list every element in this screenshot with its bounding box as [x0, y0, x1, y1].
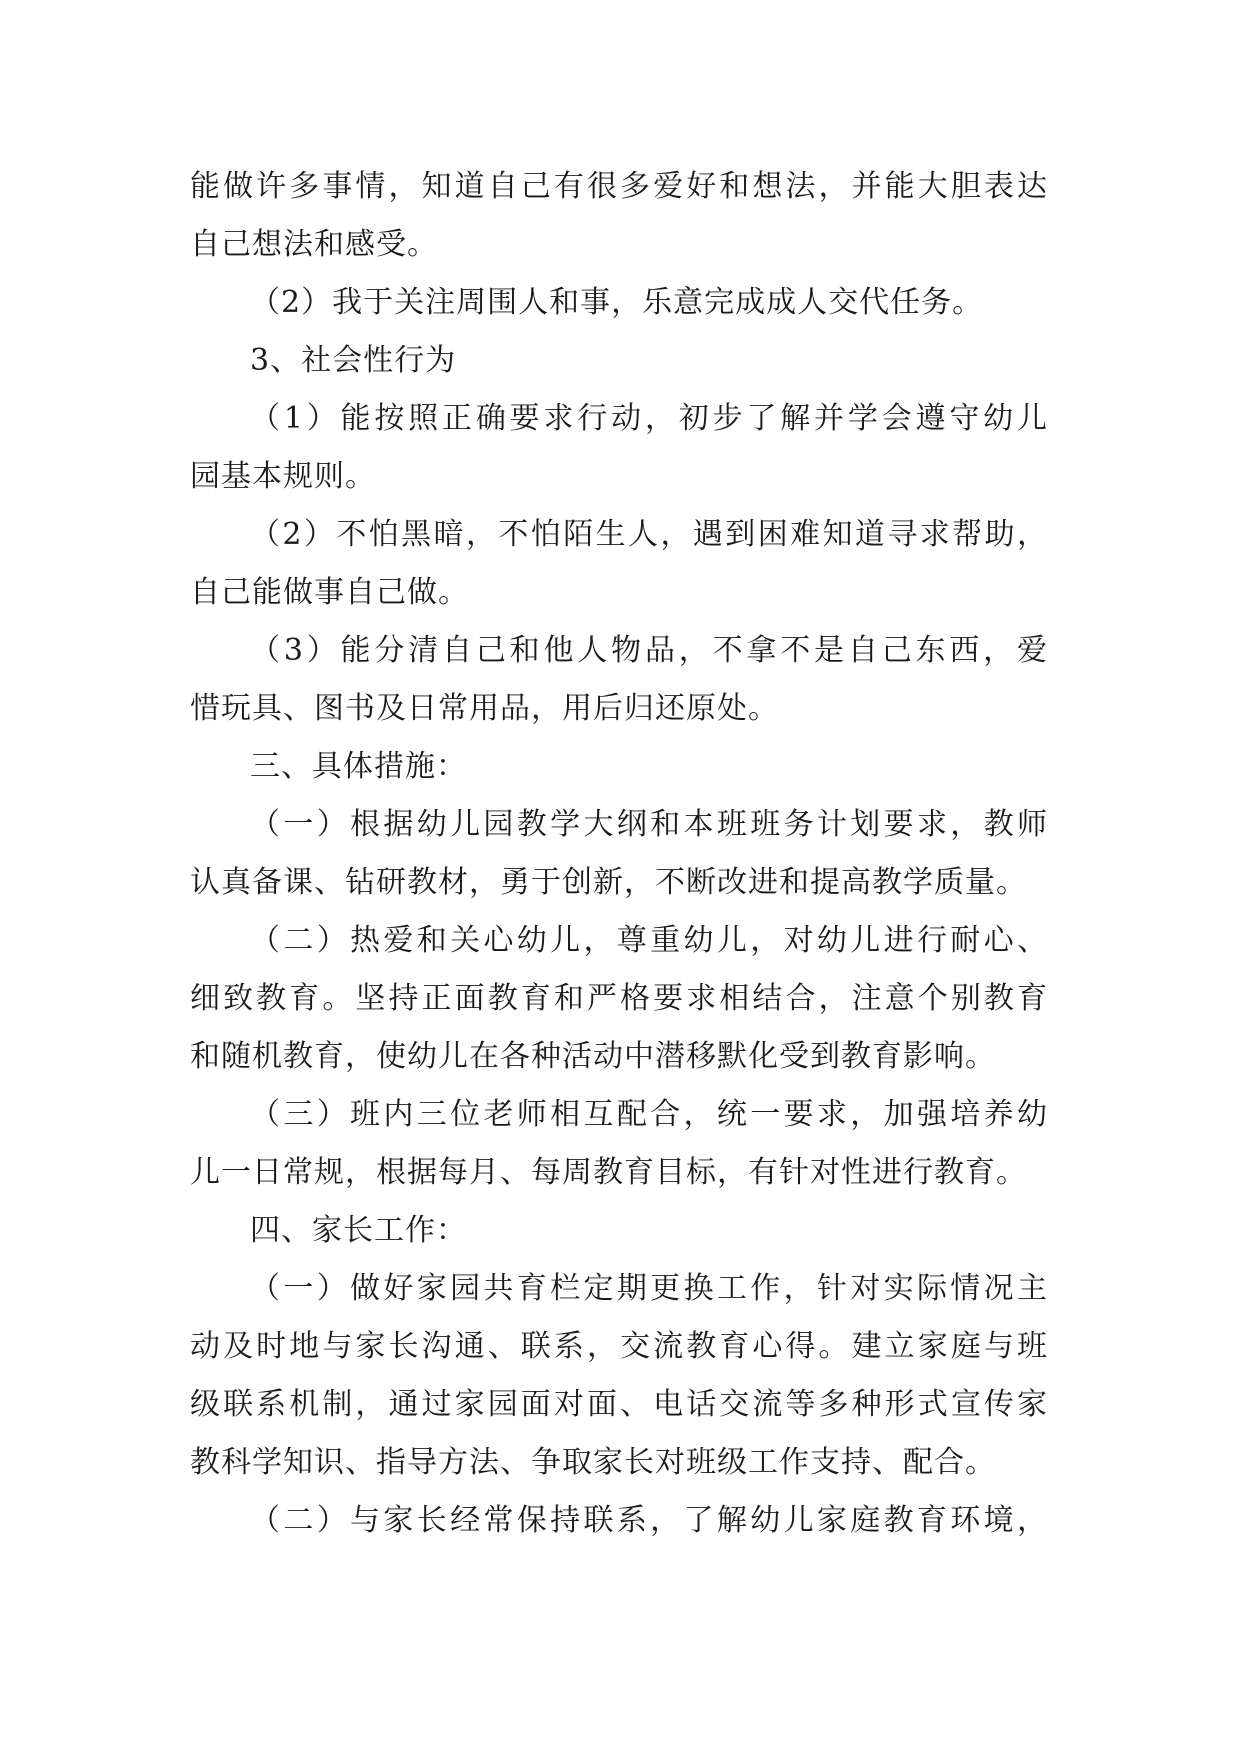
document-body: [190, 158, 1048, 1550]
text-line-17: （三）班内三位老师相互配合，统一要求，加强培养幼: [250, 1097, 1048, 1132]
text-line-6: 园基本规则。: [190, 459, 376, 494]
text-line-22: 级联系机制，通过家园面对面、电话交流等多种形式宣传家: [190, 1387, 1048, 1422]
text-line-18: 儿一日常规，根据每月、每周教育目标，有针对性进行教育。: [190, 1155, 1027, 1190]
text-line-16: 和随机教育，使幼儿在各种活动中潜移默化受到教育影响。: [190, 1039, 996, 1074]
text-line-13: 认真备课、钻研教材，勇于创新，不断改进和提高教学质量。: [190, 865, 1027, 900]
text-line-23: 教科学知识、指导方法、争取家长对班级工作支持、配合。: [190, 1445, 996, 1480]
text-line-3: （2）我于关注周围人和事，乐意完成成人交代任务。: [250, 285, 984, 320]
text-line-15: 细致教育。坚持正面教育和严格要求相结合，注意个别教育: [190, 981, 1048, 1016]
text-line-20: （一）做好家园共育栏定期更换工作，针对实际情况主: [250, 1271, 1048, 1306]
text-line-5: （1）能按照正确要求行动，初步了解并学会遵守幼儿: [250, 401, 1048, 436]
text-line-24: （二）与家长经常保持联系，了解幼儿家庭教育环境，: [250, 1503, 1048, 1538]
section-heading-social-behavior: 3、社会性行为: [250, 343, 457, 378]
text-line-2: 自己想法和感受。: [190, 227, 438, 262]
text-line-7: （2）不怕黑暗，不怕陌生人，遇到困难知道寻求帮助，: [250, 517, 1048, 552]
text-line-8: 自己能做事自己做。: [190, 575, 469, 610]
text-line-10: 惜玩具、图书及日常用品，用后归还原处。: [190, 691, 779, 726]
text-line-21: 动及时地与家长沟通、联系，交流教育心得。建立家庭与班: [190, 1329, 1048, 1364]
text-line-9: （3）能分清自己和他人物品，不拿不是自己东西，爱: [250, 633, 1048, 668]
section-heading-parent-work: 四、家长工作：: [250, 1213, 467, 1248]
text-line-12: （一）根据幼儿园教学大纲和本班班务计划要求，教师: [250, 807, 1048, 842]
text-line-14: （二）热爱和关心幼儿，尊重幼儿，对幼儿进行耐心、: [250, 923, 1048, 958]
text-line-1: 能做许多事情，知道自己有很多爱好和想法，并能大胆表达: [190, 169, 1048, 204]
section-heading-measures: 三、具体措施：: [250, 749, 467, 784]
